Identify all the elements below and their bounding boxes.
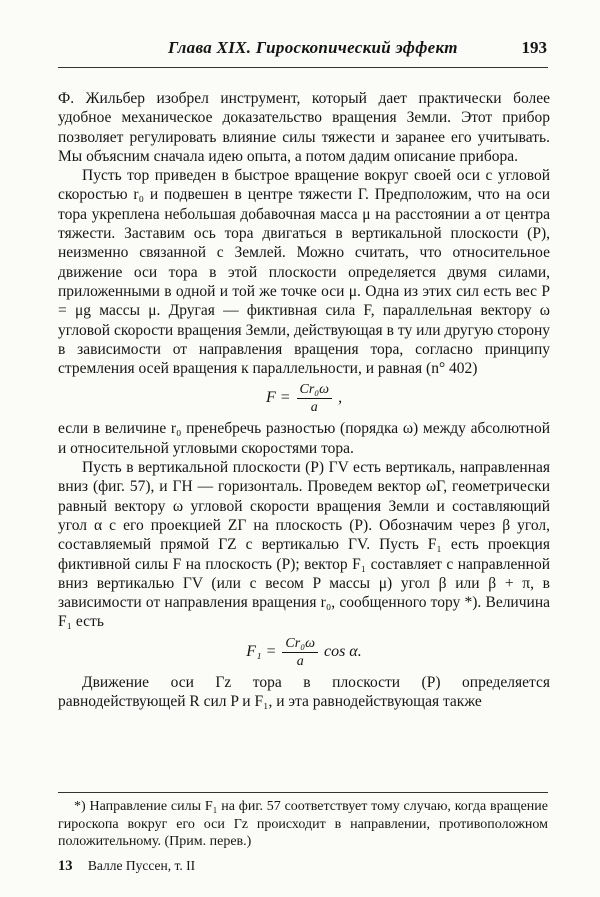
formula-F1 — [58, 635, 550, 670]
formula-F1-tail: cos α. — [323, 642, 362, 660]
formula-F1-denominator: a — [296, 653, 304, 669]
formula-F1-lhs: F₁ = — [246, 642, 277, 660]
paragraph-1: Ф. Жильбер изобрел инструмент, который дает практически более удобное механическое доказательство вращения Земли. Этот прибор позволяет регулировать влияние силы тяжести и заранее его учитывать. Мы объясним сначала идею опыта, а потом дадим описание прибора. — [58, 90, 550, 165]
formula-F1-numerator: Cr₀ω — [282, 635, 318, 653]
paragraph-2: Пусть тор приведен в быстрое вращение вокруг своей оси с угловой скоростью r₀ и подвешен в центре тяжести Γ. Предположим, что на оси тора укреплена небольшая добавочная масса μ на расстоянии a от центра тяжести. Заставим ось тора двигаться в вертикальной плоскости (P), неизменно связанной с Землей. Можно считать, что относительное движение оси тора в этой плоскости определяется двумя силами, приложенными в одной и той же точке оси μ. Одна из этих сил есть вес P = μg массы μ. Другая — фиктивная сила F, параллельная вектору ω угловой скорости вращения Земли, действующая в ту или другую сторону в зависимости от направления вращения тора, согласно принципу стремления осей вращения к параллельности, и равная (n° 402) — [58, 167, 550, 378]
signature-number: 13 — [58, 858, 73, 874]
page-number: 193 — [521, 38, 547, 57]
paragraph-4: Пусть в вертикальной плоскости (P) ΓV есть вертикаль, направленная вниз (фиг. 57), и ΓH — горизонталь. Проведем вектор ωΓ, геометрически равный вектору ω угловой скорости вращения Земли и составляющий угол α с его проекцией ZΓ на плоскость (P). Обозначим через β угол, составляемый прямой ΓZ с вертикалью ΓV. Пусть F₁ есть проекция фиктивной силы F на плоскость (P); вектор F₁ составляет с направленной вниз вертикалью ΓV (или с весом P массы μ) угол β или β + π, в зависимости от направления вращения r₀, сообщенного тору *). Величина F₁ есть — [58, 459, 550, 631]
main-text — [58, 89, 550, 711]
footnote-text: *) Направление силы F₁ на фиг. 57 соответствует тому случаю, когда вращение гироскопа вокруг его оси Γz происходит в направлении, противоположном положительному. (Прим. перев.) — [58, 799, 548, 849]
header-rule — [58, 67, 548, 68]
formula-F-denominator: a — [310, 400, 318, 416]
printer-signature — [58, 858, 195, 875]
formula-F-fraction — [297, 381, 333, 416]
footnote-rule — [58, 792, 548, 793]
paragraph-3: если в величине r₀ пренебречь разностью (порядка ω) между абсолютной и относительной угловыми скоростями тора. — [58, 420, 550, 457]
chapter-title: Глава XIX. Гироскопический эффект — [168, 38, 458, 57]
footnote — [58, 798, 548, 851]
formula-F — [58, 381, 550, 416]
signature-text: Валле Пуссен, т. II — [87, 858, 196, 873]
formula-F-numerator: Cr₀ω — [297, 381, 333, 399]
formula-F1-fraction — [282, 635, 318, 670]
paragraph-5: Движение оси Γz тора в плоскости (P) определяется равнодействующей R сил P и F₁, и эта равнодействующая также — [58, 673, 550, 711]
formula-F-lhs: F = — [265, 389, 291, 407]
formula-F-tail: , — [338, 389, 343, 407]
